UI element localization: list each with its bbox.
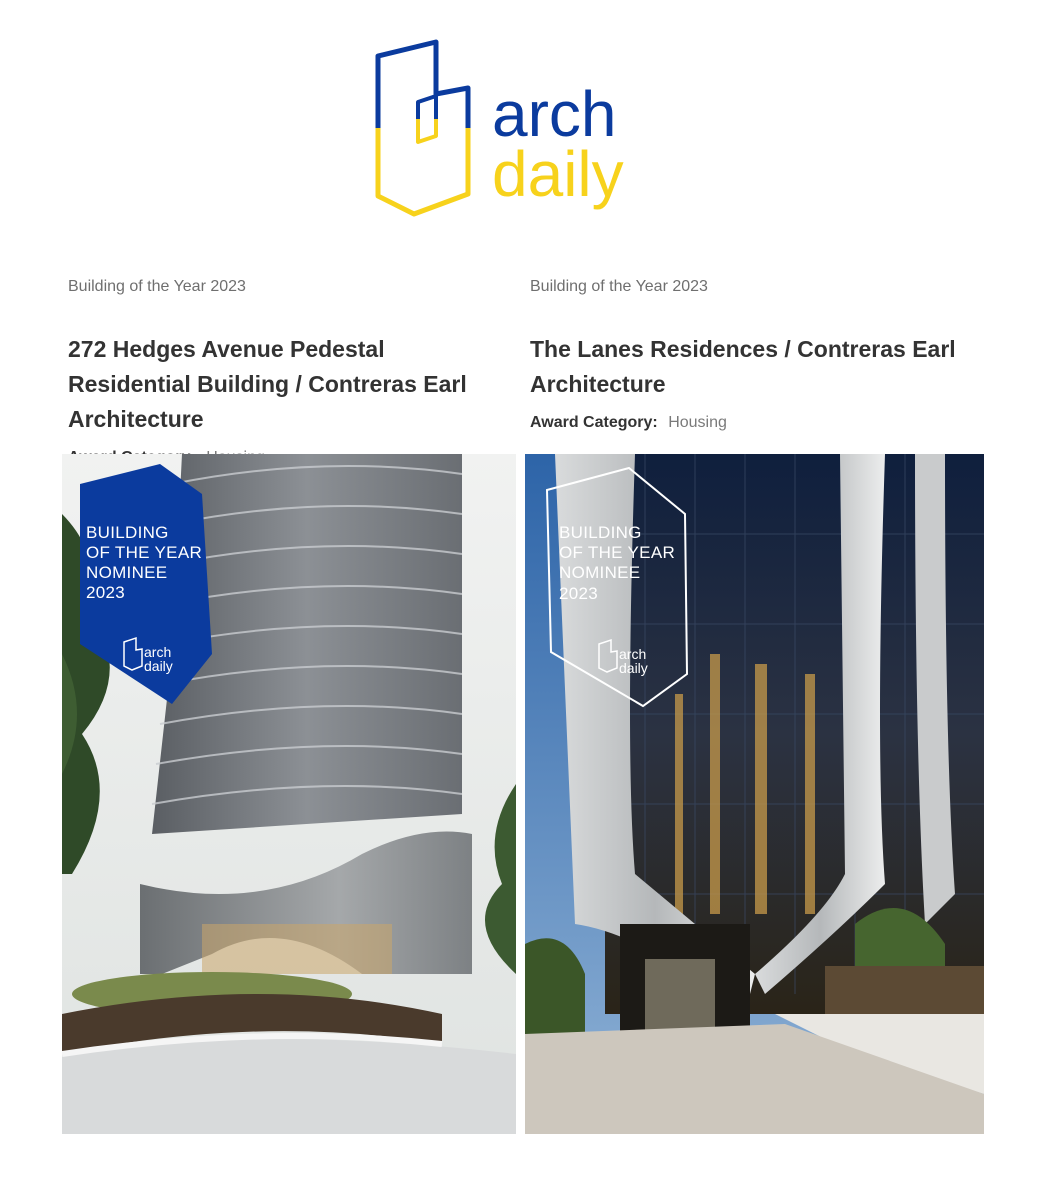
article-card-1[interactable] xyxy=(68,272,508,469)
svg-text:2023: 2023 xyxy=(559,584,599,603)
card-title[interactable]: 272 Hedges Avenue Pedestal Residential Building / Contreras Earl Architecture xyxy=(68,336,467,432)
svg-text:OF THE YEAR: OF THE YEAR xyxy=(559,543,676,562)
archdaily-logo-mark xyxy=(370,36,670,226)
svg-text:OF THE YEAR: OF THE YEAR xyxy=(86,543,203,562)
award-category-value[interactable]: Housing xyxy=(668,414,727,431)
article-card-2[interactable] xyxy=(530,272,970,434)
logo-text-daily: daily xyxy=(492,138,624,210)
svg-text:2023: 2023 xyxy=(86,583,126,602)
svg-text:BUILDING: BUILDING xyxy=(559,523,642,542)
svg-text:NOMINEE: NOMINEE xyxy=(86,563,168,582)
svg-text:arch: arch xyxy=(144,644,172,660)
article-image-1[interactable] xyxy=(62,454,516,1134)
article-image-2[interactable] xyxy=(525,454,984,1134)
award-category-label: Award Category: xyxy=(530,414,658,431)
archdaily-logo[interactable] xyxy=(370,36,670,226)
award-category xyxy=(530,412,970,434)
card-title[interactable]: The Lanes Residences / Contreras Earl Architecture xyxy=(530,336,956,397)
card-eyebrow[interactable]: Building of the Year 2023 xyxy=(530,278,708,295)
card-eyebrow[interactable]: Building of the Year 2023 xyxy=(68,278,246,295)
svg-text:arch: arch xyxy=(619,646,647,662)
svg-text:NOMINEE: NOMINEE xyxy=(559,563,641,582)
svg-text:daily: daily xyxy=(144,658,173,674)
svg-text:BUILDING: BUILDING xyxy=(86,523,169,542)
svg-text:daily: daily xyxy=(619,660,648,676)
logo-text-arch: arch xyxy=(492,78,617,150)
